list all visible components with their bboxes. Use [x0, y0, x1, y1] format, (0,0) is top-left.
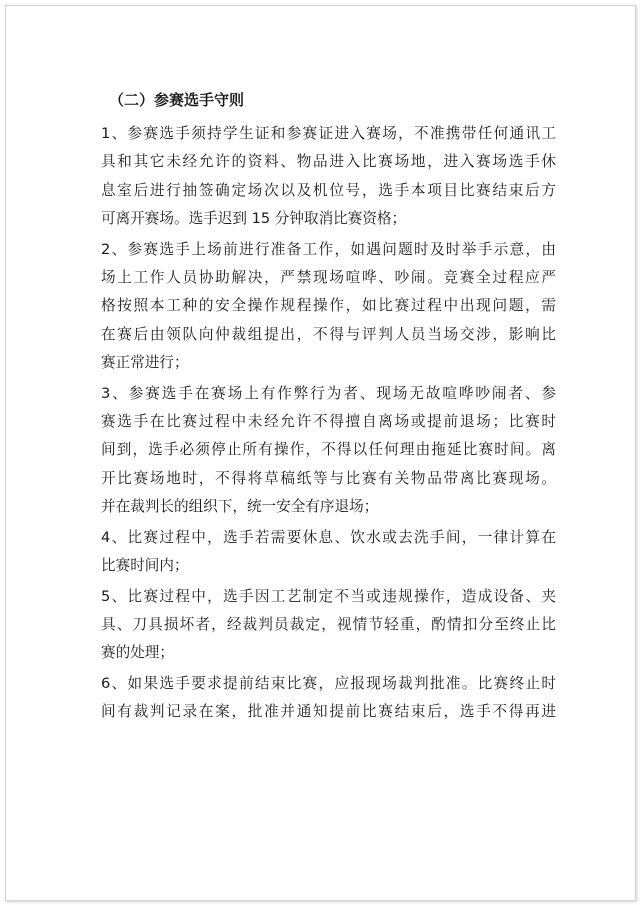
text-line: 比赛时间内；: [101, 557, 189, 575]
document-page: [5, 5, 636, 901]
text-line: 6、如果选手要求提前结束比赛，应报现场裁判批准。比赛终止时: [101, 674, 556, 692]
text-line: 间有裁判记录在案，批准并通知提前比赛结束后，选手不得再进: [101, 703, 556, 721]
text-line: 4、比赛过程中，选手若需要休息、饮水或去洗手间，一律计算在: [101, 528, 556, 546]
paragraph-rule-4: [101, 524, 556, 581]
paragraph-rule-6: [101, 670, 556, 727]
text-line: 赛的处理；: [101, 644, 174, 662]
paragraph-rule-2: [101, 236, 556, 378]
text-line: 3、参赛选手在赛场上有作弊行为者、现场无故喧哗吵闹者、参: [101, 384, 556, 402]
section-title: （二）参赛选手守则: [109, 91, 245, 109]
text-line: 1、参赛选手须持学生证和参赛证进入赛场，不准携带任何通讯工: [101, 125, 556, 142]
paragraph-rule-5: [101, 583, 556, 668]
document-body: [101, 90, 556, 729]
text-line: 2、参赛选手上场前进行准备工作，如遇问题时及时举手示意，由: [101, 240, 556, 258]
paragraph-rule-1: [101, 120, 556, 234]
text-line: 息室后进行抽签确定场次以及机位号，选手本项目比赛结束后方: [101, 181, 556, 199]
text-line: 格按照本工种的安全操作规程操作，如比赛过程中出现问题，需: [101, 297, 556, 315]
paragraph-rule-3: [101, 380, 556, 522]
text-line: 在赛后由领队向仲裁组提出，不得与评判人员当场交涉，影响比: [101, 325, 556, 343]
text-line: 间到，选手必须停止所有操作，不得以任何理由拖延比赛时间。离: [101, 441, 556, 459]
text-line: 场上工作人员协助解决，严禁现场喧哗、吵闹。竞赛全过程应严: [101, 269, 556, 287]
text-line: 赛正常进行；: [101, 354, 189, 372]
text-line: 并在裁判长的组织下，统一安全有序退场；: [101, 498, 379, 516]
text-line: 5、比赛过程中，选手因工艺制定不当或违规操作，造成设备、夹: [101, 587, 556, 605]
text-line: 可离开赛场。选手迟到 15 分钟取消比赛资格；: [101, 210, 407, 228]
text-line: 开比赛场地时，不得将草稿纸等与比赛有关物品带离比赛现场。: [101, 469, 556, 487]
text-line: 赛选手在比赛过程中未经允许不得擅自离场或提前退场；比赛时: [101, 413, 556, 431]
text-line: 具和其它未经允许的资料、物品进入比赛场地，进入赛场选手休: [101, 153, 556, 171]
text-line: 具、刀具损坏者，经裁判员裁定，视情节轻重，酌情扣分至终止比: [101, 615, 556, 633]
